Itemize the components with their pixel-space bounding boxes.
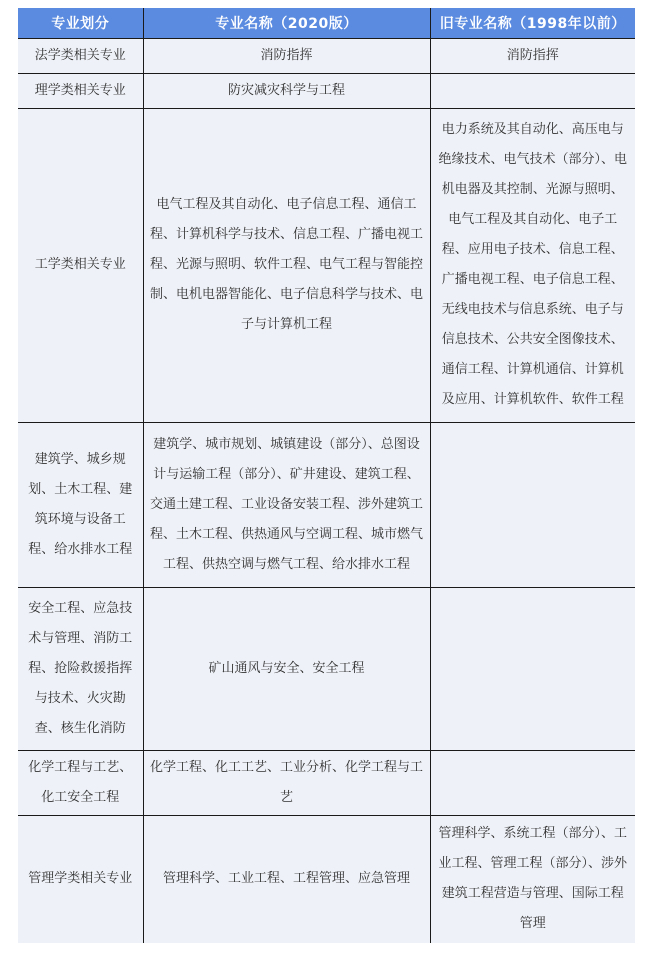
table-row	[18, 73, 635, 108]
cell-name-2020: 管理科学、工业工程、工程管理、应急管理	[143, 815, 430, 943]
col-header-division: 专业划分	[18, 8, 143, 38]
cell-old-name: 管理科学、系统工程（部分）、工业工程、管理工程（部分）、涉外建筑工程营造与管理、国际工程管理	[430, 815, 635, 943]
header-row	[18, 8, 635, 38]
cell-division: 工学类相关专业	[18, 108, 143, 422]
cell-name-2020: 电气工程及其自动化、电子信息工程、通信工程、计算机科学与技术、信息工程、广播电视工程、光源与照明、软件工程、电气工程与智能控制、电机电器智能化、电子信息科学与技术、电子与计算机工程	[143, 108, 430, 422]
cell-name-2020: 矿山通风与安全、安全工程	[143, 587, 430, 750]
table-row	[18, 38, 635, 73]
col-header-name-2020: 专业名称（2020版）	[143, 8, 430, 38]
cell-division: 法学类相关专业	[18, 38, 143, 73]
table-row	[18, 422, 635, 587]
cell-division: 安全工程、应急技术与管理、消防工程、抢险救援指挥与技术、火灾勘查、核生化消防	[18, 587, 143, 750]
col-header-old-name: 旧专业名称（1998年以前）	[430, 8, 635, 38]
table-row	[18, 108, 635, 422]
cell-name-2020: 建筑学、城市规划、城镇建设（部分）、总图设计与运输工程（部分）、矿井建设、建筑工程、交通土建工程、工业设备安装工程、涉外建筑工程、土木工程、供热通风与空调工程、城市燃气工程、供热空调与燃气工程、给水排水工程	[143, 422, 430, 587]
cell-division: 管理学类相关专业	[18, 815, 143, 943]
cell-name-2020: 化学工程、化工工艺、工业分析、化学工程与工艺	[143, 750, 430, 815]
cell-name-2020: 消防指挥	[143, 38, 430, 73]
table-row	[18, 750, 635, 815]
cell-old-name: 消防指挥	[430, 38, 635, 73]
table-body	[18, 38, 635, 943]
cell-old-name	[430, 422, 635, 587]
table-header	[18, 8, 635, 38]
cell-division: 理学类相关专业	[18, 73, 143, 108]
major-mapping-table	[18, 8, 635, 943]
cell-old-name: 电力系统及其自动化、高压电与绝缘技术、电气技术（部分）、电机电器及其控制、光源与照明、电气工程及其自动化、电子工程、应用电子技术、信息工程、广播电视工程、电子信息工程、无线电技术与信息系统、电子与信息技术、公共安全图像技术、通信工程、计算机通信、计算机及应用、计算机软件、软件工程	[430, 108, 635, 422]
cell-old-name	[430, 750, 635, 815]
cell-division: 化学工程与工艺、化工安全工程	[18, 750, 143, 815]
cell-old-name	[430, 587, 635, 750]
table-row	[18, 815, 635, 943]
cell-old-name	[430, 73, 635, 108]
cell-name-2020: 防灾减灾科学与工程	[143, 73, 430, 108]
table-row	[18, 587, 635, 750]
cell-division: 建筑学、城乡规划、土木工程、建筑环境与设备工程、给水排水工程	[18, 422, 143, 587]
